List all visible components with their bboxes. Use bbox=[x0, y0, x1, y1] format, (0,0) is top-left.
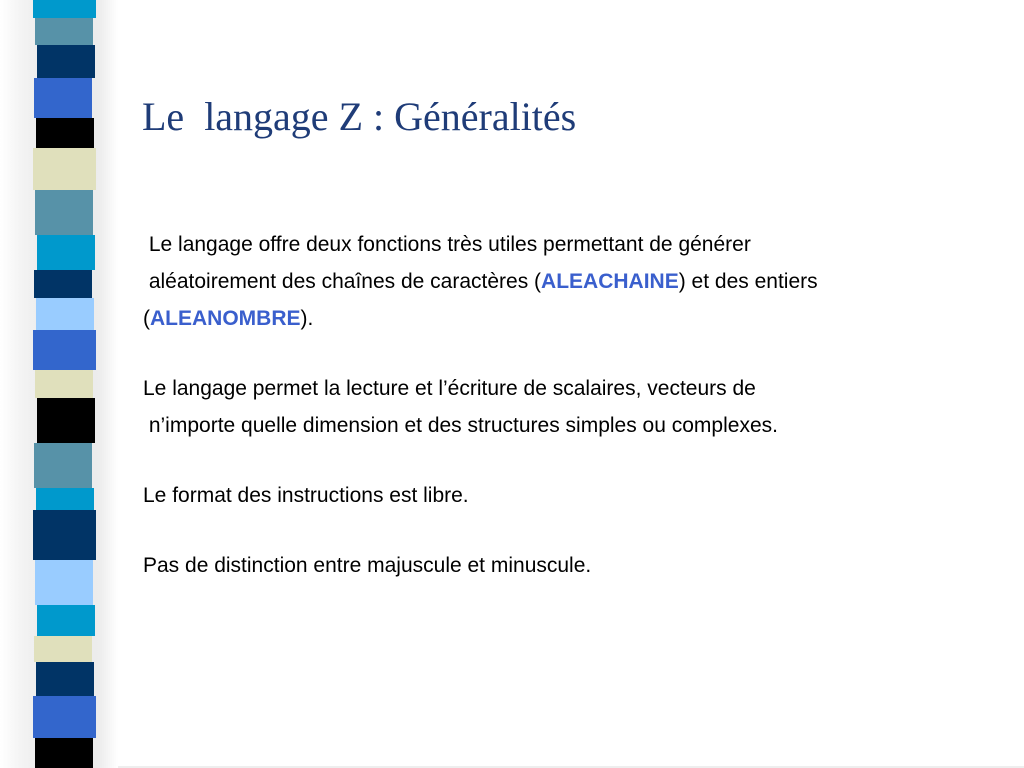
stripe-band bbox=[37, 45, 95, 78]
paragraph-functions-line-3 bbox=[143, 300, 1003, 337]
stripe-band bbox=[35, 560, 93, 605]
stripe-band bbox=[33, 0, 96, 18]
paragraph-format: Le format des instructions est libre. bbox=[143, 484, 469, 507]
stripe-band bbox=[37, 605, 95, 636]
text-segment: ) et des entiers bbox=[678, 270, 818, 293]
stripe-band bbox=[33, 148, 96, 190]
paragraph-case: Pas de distinction entre majuscule et minuscule. bbox=[143, 554, 592, 577]
slide-title: Le langage Z : Généralités bbox=[142, 94, 577, 139]
keyword-aleachaine: ALEACHAINE bbox=[541, 270, 679, 293]
stripe-band bbox=[33, 696, 96, 738]
stripe-band bbox=[34, 78, 92, 118]
stripe-band bbox=[37, 235, 95, 270]
decorative-stripe-bar bbox=[0, 0, 118, 768]
stripe-band bbox=[33, 510, 96, 560]
stripe-band bbox=[33, 330, 96, 370]
stripe-band bbox=[36, 298, 94, 330]
paragraph-io-line-1: Le langage permet la lecture et l’écriture de scalaires, vecteurs de bbox=[143, 377, 756, 400]
stripe-band bbox=[35, 18, 93, 45]
text-segment: ). bbox=[300, 307, 314, 330]
stripe-band bbox=[34, 636, 92, 662]
stripe-band bbox=[36, 488, 94, 510]
paragraph-gap bbox=[143, 337, 1003, 370]
stripe-band bbox=[37, 398, 95, 443]
stripe-band bbox=[34, 443, 92, 488]
slide-body bbox=[143, 226, 1003, 584]
stripe-band bbox=[35, 738, 93, 768]
stripe-band bbox=[34, 270, 92, 298]
text-segment: ( bbox=[143, 307, 150, 330]
stripe-band bbox=[36, 662, 94, 696]
text-segment: aléatoirement des chaînes de caractères ( bbox=[143, 270, 542, 293]
paragraph-io-line-2: n’importe quelle dimension et des structures simples ou complexes. bbox=[143, 414, 778, 437]
paragraph-gap bbox=[143, 444, 1003, 477]
paragraph-functions-line-2 bbox=[143, 263, 1003, 300]
paragraph-functions-line-1: Le langage offre deux fonctions très utiles permettant de générer bbox=[143, 233, 751, 256]
stripe-band bbox=[36, 118, 94, 148]
stripe-band bbox=[35, 370, 93, 398]
keyword-aleanombre: ALEANOMBRE bbox=[150, 307, 301, 330]
stripe-band bbox=[35, 190, 93, 235]
paragraph-gap bbox=[143, 514, 1003, 547]
